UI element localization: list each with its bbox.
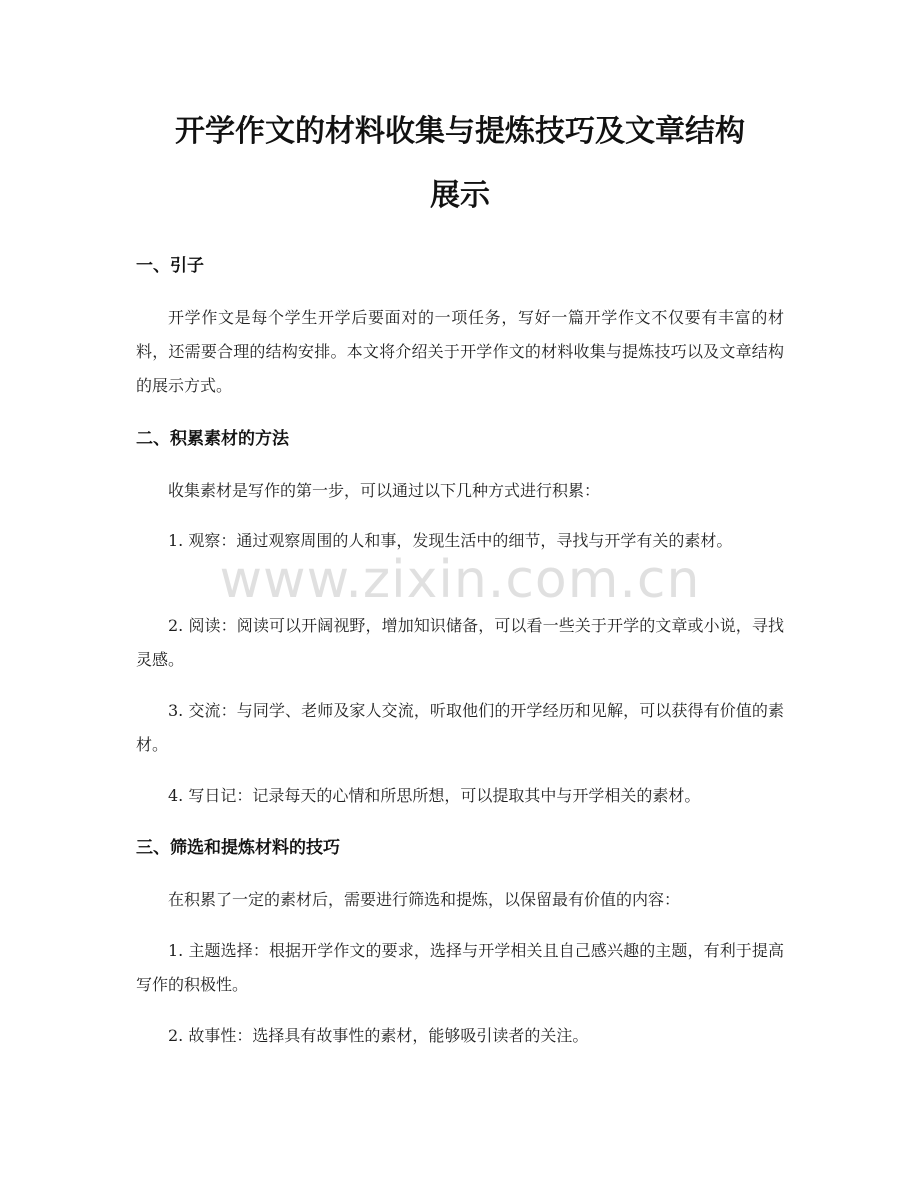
section-heading-collect-materials: 二、积累素材的方法 bbox=[136, 429, 289, 449]
list-item-observe: 1. 观察：通过观察周围的人和事，发现生活中的细节，寻找与开学有关的素材。 bbox=[168, 531, 733, 550]
section-heading-select-refine: 三、筛选和提炼材料的技巧 bbox=[136, 838, 340, 858]
watermark: www.zixin.com.cn bbox=[219, 550, 701, 610]
list-item-theme: 1. 主题选择：根据开学作文的要求，选择与开学相关且自己感兴趣的主题，有利于提高写作的积极性。 bbox=[136, 941, 784, 994]
document-title-line-1: 开学作文的材料收集与提炼技巧及文章结构 bbox=[175, 114, 745, 149]
collect-intro-paragraph: 收集素材是写作的第一步，可以通过以下几种方式进行积累： bbox=[168, 481, 601, 500]
section-heading-intro: 一、引子 bbox=[136, 256, 204, 276]
list-item-communicate: 3. 交流：与同学、老师及家人交流，听取他们的开学经历和见解，可以获得有价值的素材。 bbox=[136, 701, 784, 754]
list-item-diary: 4. 写日记：记录每天的心情和所思所想，可以提取其中与开学相关的素材。 bbox=[168, 786, 701, 805]
intro-paragraph: 开学作文是每个学生开学后要面对的一项任务，写好一篇开学作文不仅要有丰富的材料，还需要合理的结构安排。本文将介绍关于开学作文的材料收集与提炼技巧以及文章结构的展示方式。 bbox=[136, 308, 784, 395]
list-item-read: 2. 阅读：阅读可以开阔视野，增加知识储备，可以看一些关于开学的文章或小说，寻找灵感。 bbox=[136, 616, 784, 669]
refine-intro-paragraph: 在积累了一定的素材后，需要进行筛选和提炼，以保留最有价值的内容： bbox=[168, 890, 681, 909]
document-title-line-2: 展示 bbox=[430, 178, 490, 213]
list-item-story: 2. 故事性：选择具有故事性的素材，能够吸引读者的关注。 bbox=[168, 1026, 589, 1045]
